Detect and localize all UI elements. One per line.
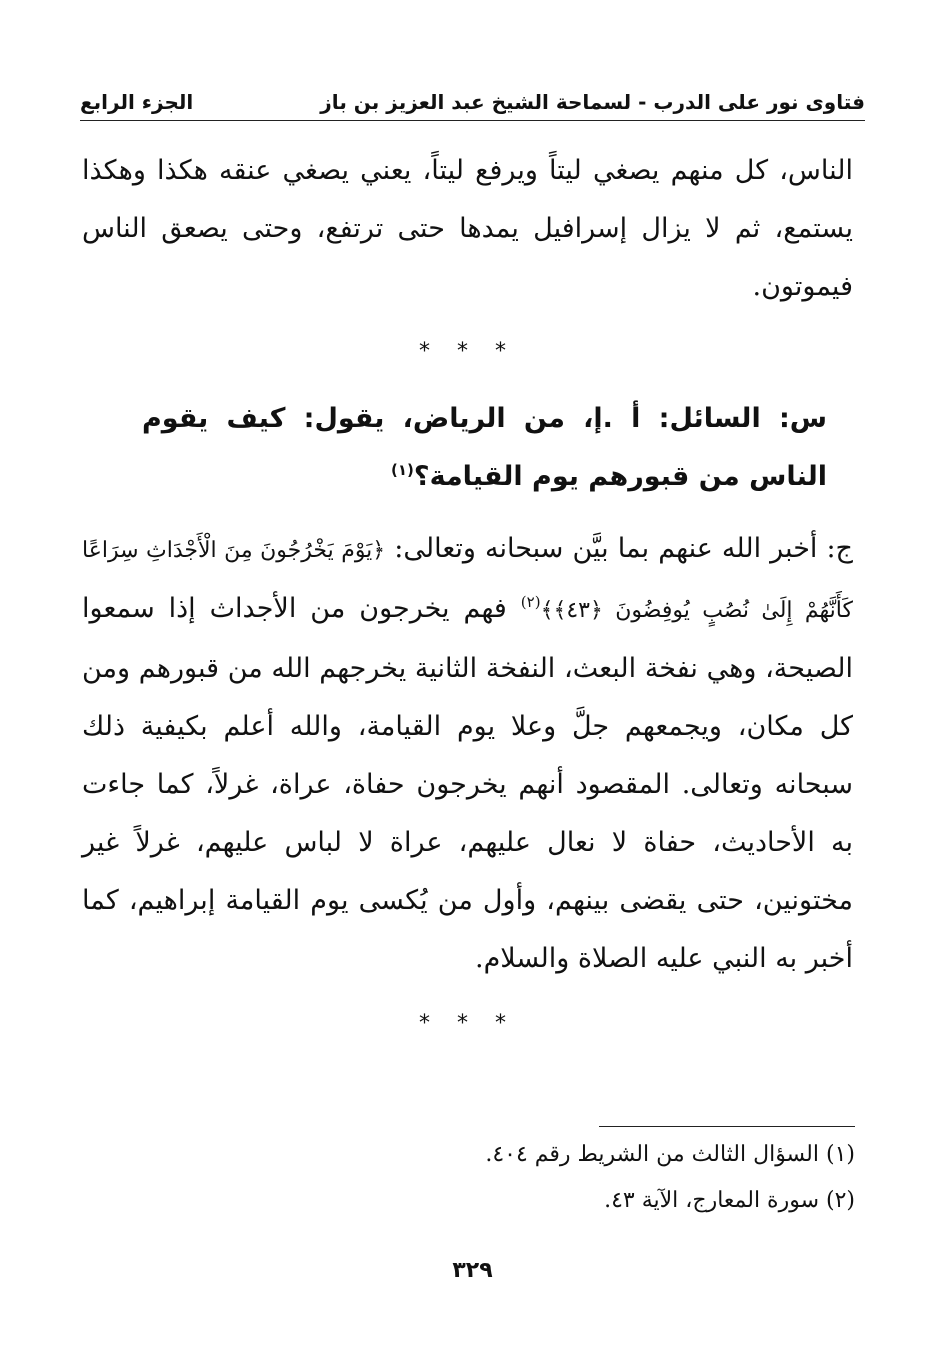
volume-label: الجزء الرابع: [80, 90, 194, 114]
main-text: [82, 142, 853, 1054]
footnote-ref-1: (١): [391, 461, 414, 479]
running-header: [80, 84, 865, 121]
footnote-ref-2: (٢): [520, 593, 541, 611]
book-title: فتاوى نور على الدرب - لسماحة الشيخ عبد العزيز بن باز: [320, 90, 865, 114]
answer-paragraph: [82, 520, 853, 988]
footnotes-divider: [599, 1126, 855, 1127]
footnotes: [82, 1132, 855, 1224]
answer-text: فهم يخرجون من الأجداث إذا سمعوا الصيحة، وهي نفخة البعث، النفخة الثانية يخرجهم الله من قبورهم ومن كل مكان، ويجمعهم جلَّ وعلا يوم القيامة، والله أعلم بكيفية ذلك سبحانه وتعالى. المقصود أنهم يخرجون حفاة، عراة، غرلاً، كما جاءت به الأحاديث، حفاة لا نعال عليهم، عراة لا لباس عليهم، غرلاً غير مختونين، حتى يقضى بينهم، وأول من يُكسى يوم القيامة إبراهيم، كما أخبر به النبي عليه الصلاة والسلام.: [82, 593, 853, 974]
footnote-2: (٢) سورة المعارج، الآية ٤٣.: [604, 1188, 855, 1213]
question-paragraph: [142, 390, 827, 506]
continuation-paragraph: الناس، كل منهم يصغي ليتاً ويرفع ليتاً، يعني يصغي عنقه هكذا وهكذا يستمع، ثم لا يزال إسرافيل يمدها حتى ترتفع، وحتى يصعق الناس فيموتون.: [82, 155, 853, 302]
page-number: ٣٢٩: [452, 1258, 493, 1283]
section-separator-end: * * *: [419, 1011, 516, 1036]
footnote-1: (١) السؤال الثالث من الشريط رقم ٤٠٤.: [485, 1142, 855, 1167]
answer-intro: ج: أخبر الله عنهم بما بيَّن سبحانه وتعالى:: [394, 533, 853, 564]
section-separator: * * *: [419, 339, 516, 364]
question-text: س: السائل: أ .إ، من الرياض، يقول: كيف يقوم الناس من قبورهم يوم القيامة؟: [142, 403, 827, 492]
quran-verse: ﴿يَوْمَ يَخْرُجُونَ مِنَ الْأَجْدَاثِ سِرَاعًا كَأَنَّهُمْ إِلَىٰ نُصُبٍ يُوفِضُونَ ﴿٤٣﴾﴾: [82, 538, 853, 623]
